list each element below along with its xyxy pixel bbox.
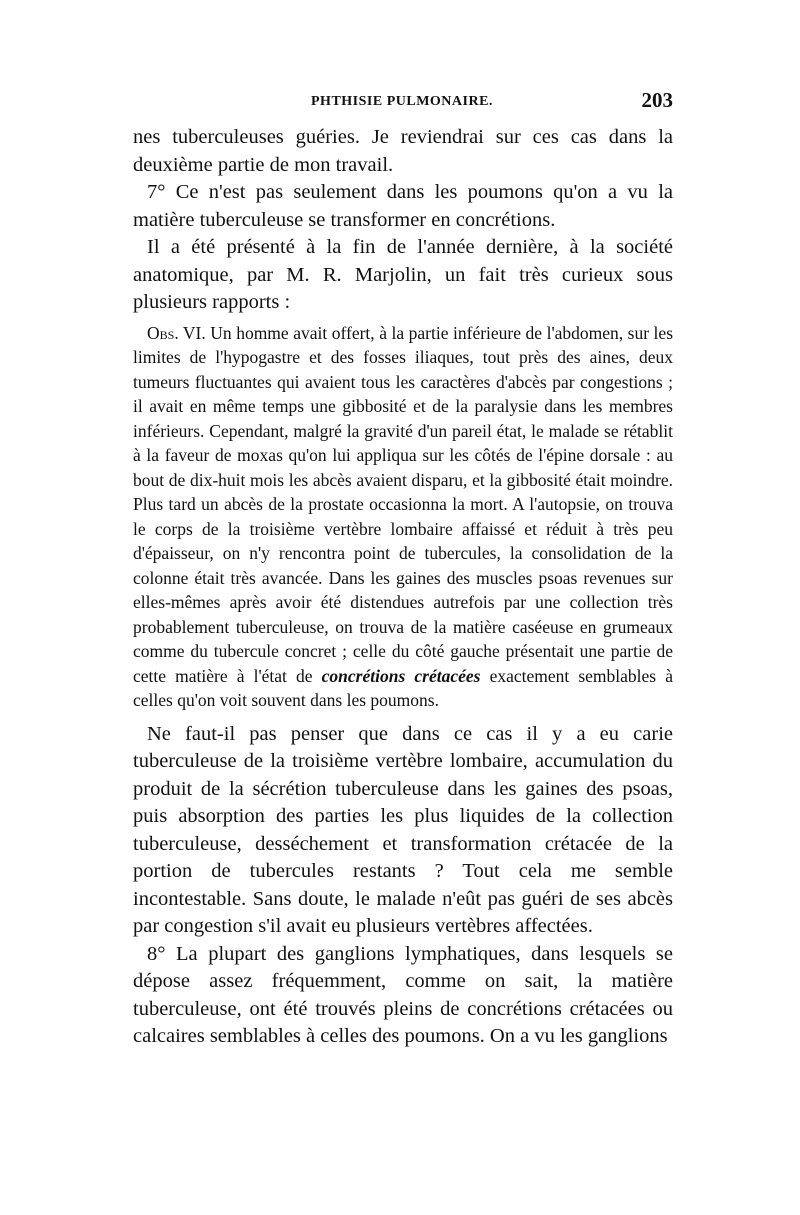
observation-paragraph bbox=[133, 321, 673, 713]
paragraph-discussion: Ne faut-il pas penser que dans ce cas il y a eu carie tuberculeuse de la troisième vertèbre lombaire, accumulation du produit de la sécrétion tuberculeuse dans les gaines des psoas, puis absorption des parties les plus liquides de la collection tuberculeuse, desséchement et transformation crétacée de la portion de tubercules restants ? Tout cela me semble incontestable. Sans doute, le malade n'eût pas guéri de ses abcès par congestion s'il avait eu plusieurs vertèbres affectées. bbox=[133, 722, 673, 937]
book-page bbox=[133, 88, 673, 1051]
running-title: PHTHISIE PULMONAIRE. bbox=[311, 94, 493, 109]
observation-block bbox=[133, 321, 673, 713]
observation-text-before: Un homme avait offert, à la partie inférieure de l'abdomen, sur les limites de l'hypogastre et des fosses iliaques, tout près des aines, deux tumeurs fluctuantes qui avaient tous les caractères d'abcès par congestions ; il avait en même temps une gibbosité et de la paralysie dans les membres inférieurs. Cependant, malgré la gravité d'un pareil état, le malade se rétablit à la faveur de moxas qu'on lui appliqua sur les côtés de l'épine dorsale : au bout de dix-huit mois les abcès avaient disparu, et la gibbosité était moindre. Plus tard un abcès de la prostate occasionna la mort. A l'autopsie, on trouva le corps de la troisième vertèbre lombaire affaissé et réduit à très peu d'épaisseur, on n'y rencontra point de tubercules, la consolidation de la colonne était très avancée. Dans les gaines des muscles psoas revenues sur elles-mêmes après avoir été distendues autrefois par une collection très probablement tuberculeuse, on trouva de la matière caséeuse en grumeaux comme du tubercule concret ; celle du côté gauche présentait une partie de cette matière à l'état de bbox=[133, 322, 674, 686]
paragraph-continuation: nes tuberculeuses guéries. Je reviendrai sur ces cas dans la deuxième partie de mon travail. bbox=[133, 126, 673, 176]
observation-label: Obs. VI. bbox=[147, 322, 206, 343]
observation-text-after: exactement semblables à celles qu'on voit souvent dans les poumons. bbox=[133, 665, 674, 710]
page-header bbox=[133, 88, 673, 124]
main-text bbox=[133, 124, 673, 317]
paragraph-point-7: 7° Ce n'est pas seulement dans les poumons qu'on a vu la matière tuberculeuse se transformer en concrétions. bbox=[133, 181, 673, 231]
main-text-continued bbox=[133, 721, 673, 1051]
observation-italic: concrétions crétacées bbox=[321, 665, 481, 686]
page-number: 203 bbox=[641, 88, 673, 112]
paragraph-point-8: 8° La plupart des ganglions lymphatiques, dans lesquels se dépose assez fréquemment, comme on sait, la matière tuberculeuse, ont été trouvés pleins de concrétions crétacées ou calcaires semblables à celles des poumons. On a vu les ganglions bbox=[133, 942, 673, 1047]
paragraph-marjolin: Il a été présenté à la fin de l'année dernière, à la société anatomique, par M. R. Marjolin, un fait très curieux sous plusieurs rapports : bbox=[133, 236, 673, 313]
